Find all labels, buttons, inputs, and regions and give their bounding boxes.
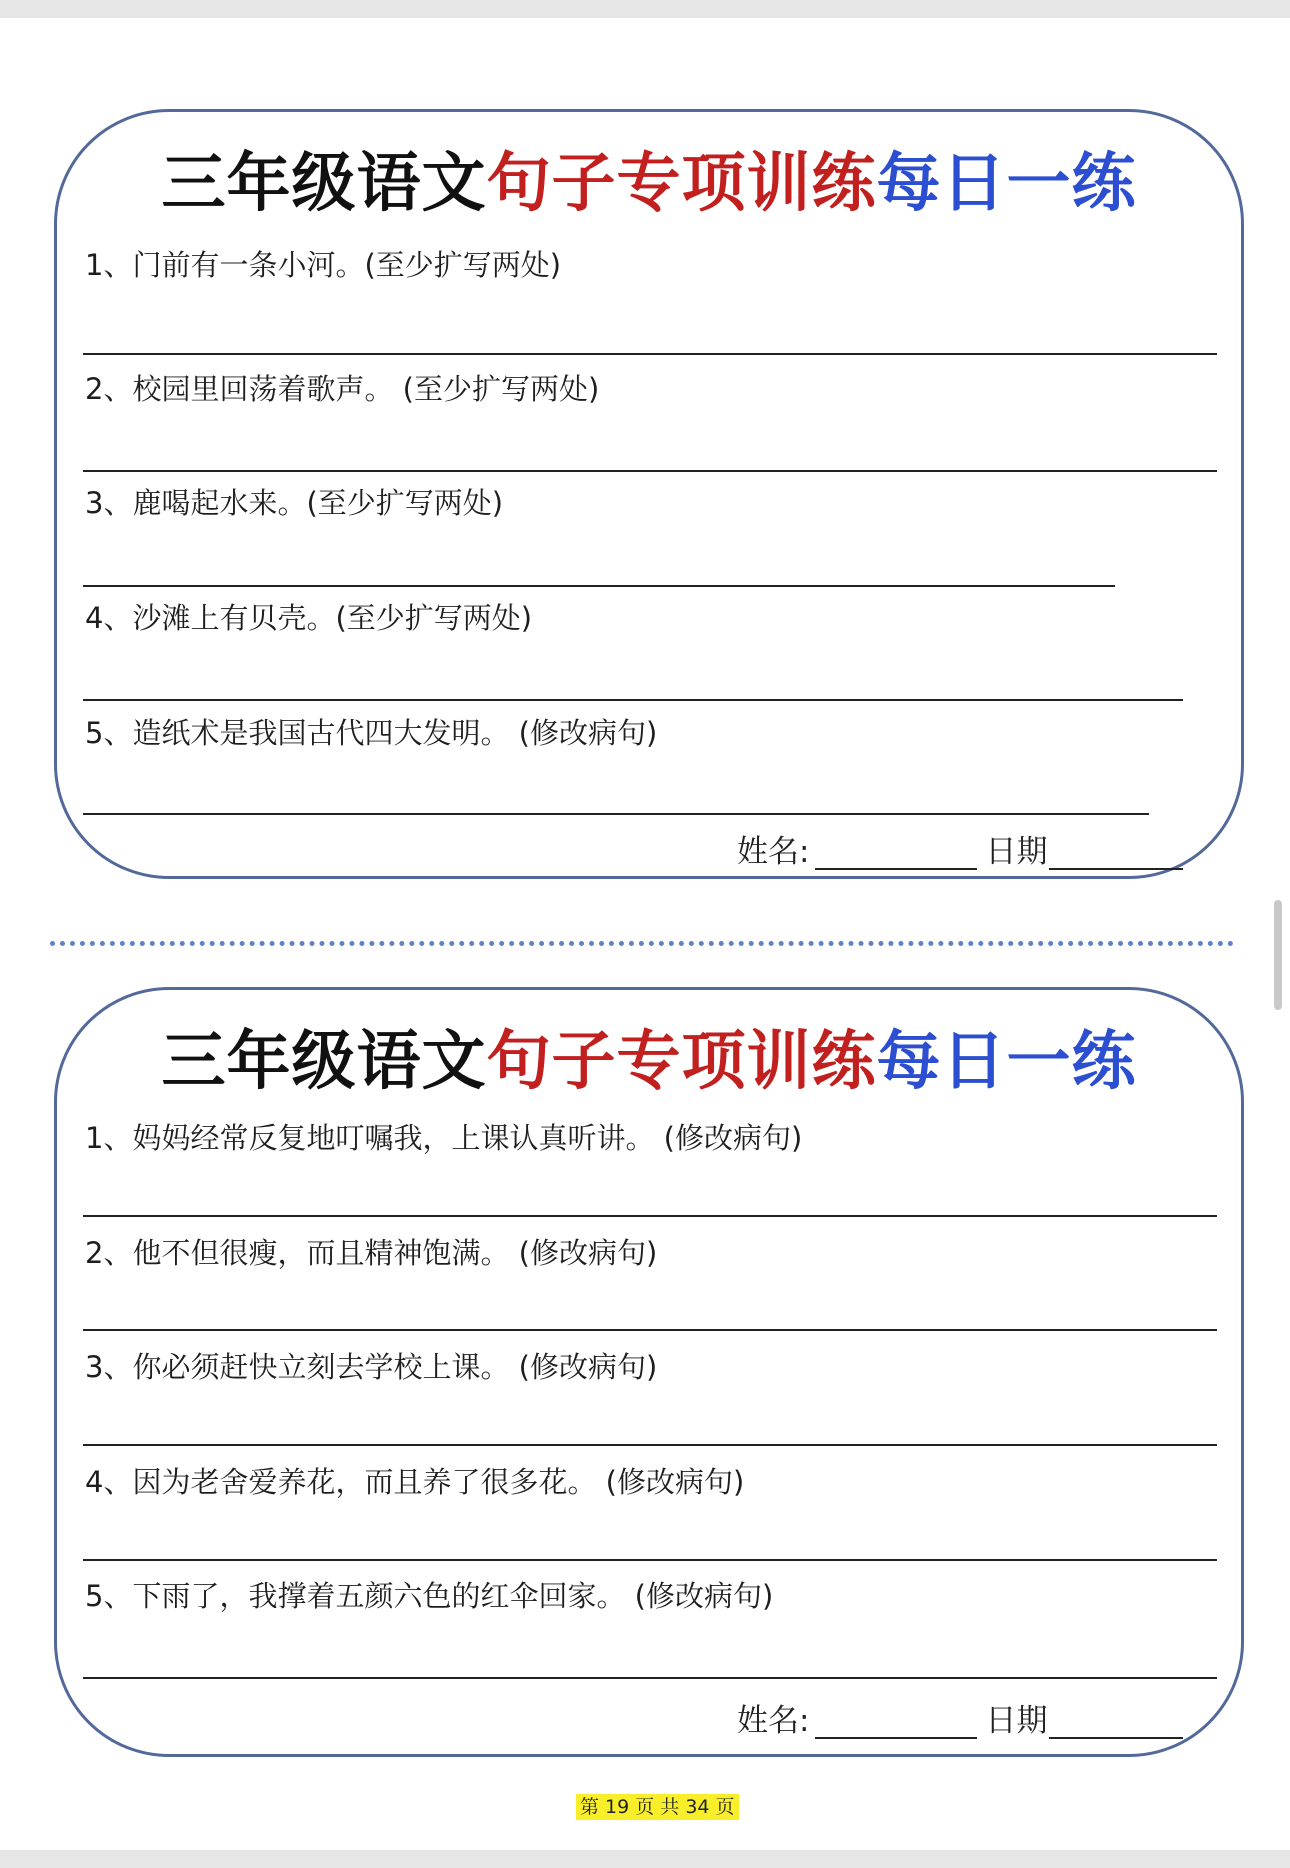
question-4: 4、因为老舍爱养花，而且养了很多花。 (修改病句) <box>85 1465 745 1499</box>
question-5: 5、下雨了，我撑着五颜六色的红伞回家。 (修改病句) <box>85 1579 774 1613</box>
answer-line-1 <box>83 353 1217 355</box>
answer-line-2 <box>83 1329 1217 1331</box>
date-label: 日期 <box>985 1703 1048 1739</box>
answer-line-3 <box>83 1444 1217 1446</box>
question-2: 2、他不但很瘦，而且精神饱满。 (修改病句) <box>85 1236 658 1270</box>
name-blank <box>815 840 977 870</box>
answer-line-4 <box>83 1559 1217 1561</box>
name-label: 姓名: <box>737 834 810 870</box>
question-3: 3、鹿喝起水来。(至少扩写两处) <box>85 486 504 520</box>
date-blank <box>1049 1709 1183 1739</box>
question-2: 2、校园里回荡着歌声。 (至少扩写两处) <box>85 372 600 406</box>
worksheet-card-2 <box>54 987 1244 1757</box>
question-1: 1、妈妈经常反复地叮嘱我，上课认真听讲。 (修改病句) <box>85 1121 803 1155</box>
title-part-daily: 每日一练 <box>876 1025 1137 1099</box>
signature-row <box>737 834 1191 870</box>
question-3: 3、你必须赶快立刻去学校上课。 (修改病句) <box>85 1350 658 1384</box>
date-label: 日期 <box>985 834 1048 870</box>
page-indicator: 第 19 页 共 34 页 <box>576 1794 739 1820</box>
signature-row <box>737 1703 1191 1739</box>
title-part-topic: 句子专项训练 <box>486 147 877 221</box>
worksheet-title <box>57 148 1241 220</box>
answer-line-2 <box>83 470 1217 472</box>
worksheet-title <box>57 1026 1241 1098</box>
title-part-grade: 三年级语文 <box>161 1025 487 1099</box>
question-4: 4、沙滩上有贝壳。(至少扩写两处) <box>85 601 533 635</box>
question-5: 5、造纸术是我国古代四大发明。 (修改病句) <box>85 716 658 750</box>
title-part-topic: 句子专项训练 <box>486 1025 877 1099</box>
scrollbar-thumb[interactable] <box>1274 900 1282 1010</box>
question-1: 1、门前有一条小河。(至少扩写两处) <box>85 248 562 282</box>
answer-line-4 <box>83 699 1183 701</box>
document-page <box>0 18 1290 1850</box>
worksheet-card-1 <box>54 109 1244 879</box>
name-blank <box>815 1709 977 1739</box>
answer-line-3 <box>83 585 1115 587</box>
title-part-daily: 每日一练 <box>876 147 1137 221</box>
title-part-grade: 三年级语文 <box>161 147 487 221</box>
answer-line-1 <box>83 1215 1217 1217</box>
name-label: 姓名: <box>737 1703 810 1739</box>
date-blank <box>1049 840 1183 870</box>
dotted-divider <box>50 941 1234 946</box>
answer-line-5 <box>83 1677 1217 1679</box>
answer-line-5 <box>83 813 1149 815</box>
